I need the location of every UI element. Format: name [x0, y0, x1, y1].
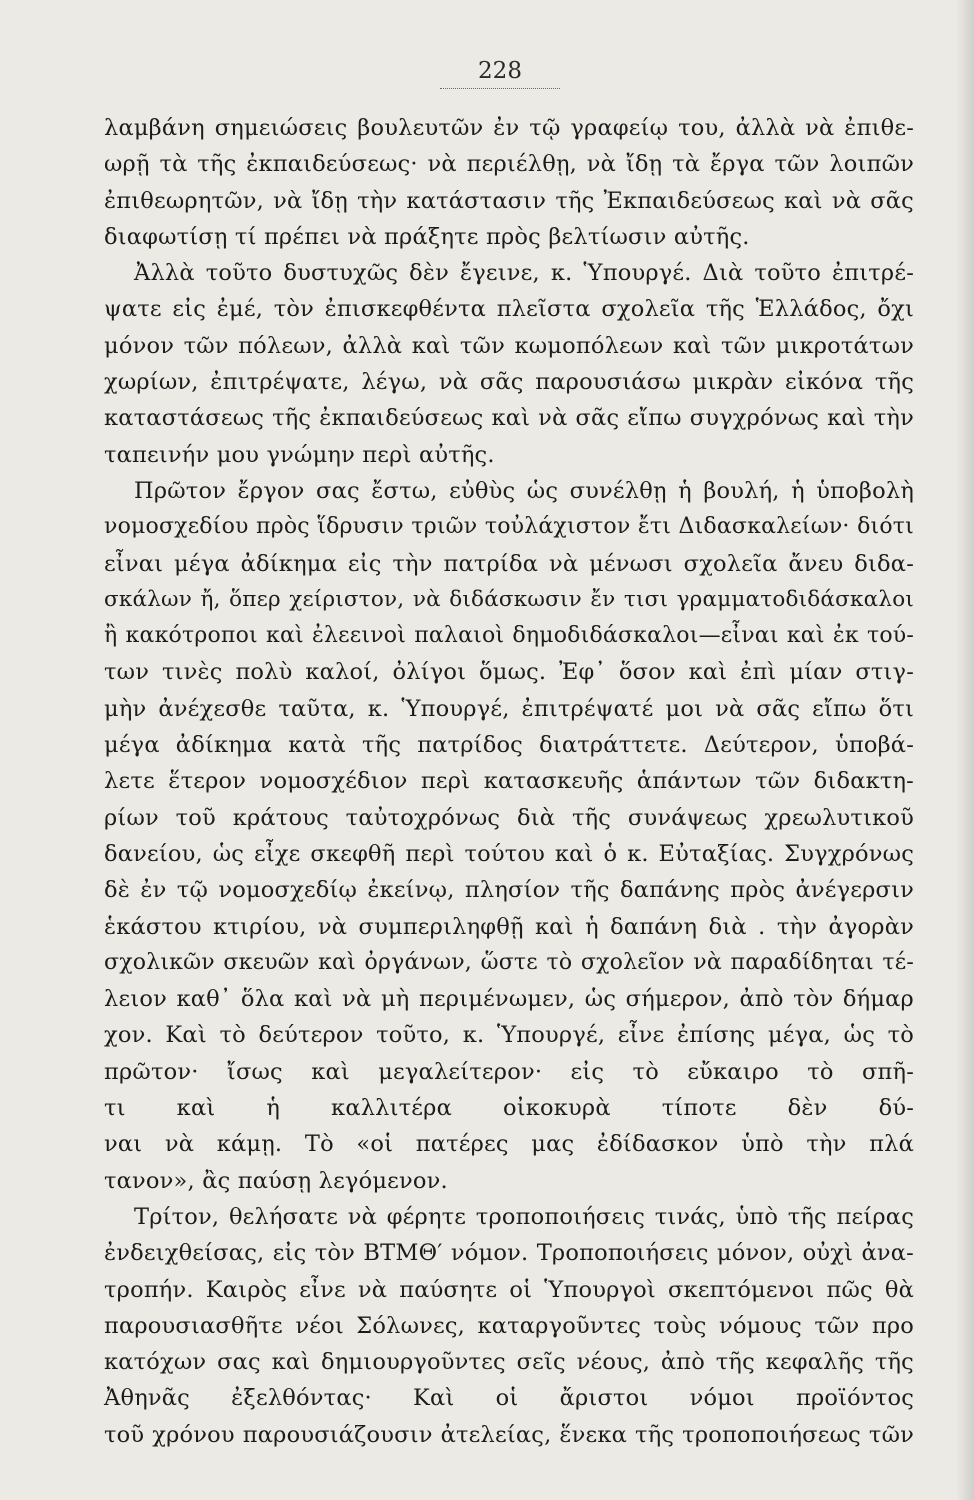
page-edge-shadow — [956, 0, 974, 1500]
text-line: σχολικῶν σκευῶν καὶ ὀργάνων, ὥστε τὸ σχολεῖον νὰ παραδίδηται τέ- — [104, 949, 914, 975]
text-line: ψατε εἰς ἐμέ, τὸν ἐπισκεφθέντα πλεῖστα σχολεῖα τῆς Ἑλλάδος, ὄχι — [104, 296, 914, 323]
text-line: ἢ κακότροποι καὶ ἐλεεινοὶ παλαιοὶ δημοδιδάσκαλοι—εἶναι καὶ ἐκ τού- — [104, 623, 914, 649]
text-line: πρῶτον· ἴσως καὶ μεγαλείτερον· εἰς τὸ εὔκαιρο τὸ σπῆ- — [104, 1058, 914, 1085]
text-line: δανείου, ὡς εἶχε σκεφθῆ περὶ τούτου καὶ ὁ κ. Εὐταξίας. Συγχρόνως — [104, 840, 914, 867]
text-line: Ἀλλὰ τοῦτο δυστυχῶς δὲν ἔγεινε, κ. Ὑπουργέ. Διὰ τοῦτο ἐπιτρέ- — [134, 260, 914, 287]
text-line: Ἀθηνᾶς ἐξελθόντας· Καὶ οἱ ἄριστοι νόμοι προϊόντος — [104, 1385, 914, 1412]
text-line: κατόχων σας καὶ δημιουργοῦντες σεῖς νέους, ἀπὸ τῆς κεφαλῆς τῆς — [104, 1349, 914, 1376]
page-number-rule — [440, 88, 560, 90]
text-line: μόνον τῶν πόλεων, ἀλλὰ καὶ τῶν κωμοπόλεων καὶ τῶν μικροτάτων — [104, 332, 914, 359]
text-line: χον. Καὶ τὸ δεύτερον τοῦτο, κ. Ὑπουργέ, εἶνε ἐπίσης μέγα, ὡς τὸ — [104, 1022, 914, 1049]
text-line: λαμβάνη σημειώσεις βουλευτῶν ἐν τῷ γραφείῳ του, ἀλλὰ νὰ ἐπιθε- — [104, 115, 914, 141]
text-line: ἑκάστου κτιρίου, νὰ συμπεριληφθῇ καὶ ἡ δαπάνη διὰ . τὴν ἀγορὰν — [104, 913, 914, 940]
text-line: μέγα ἀδίκημα κατὰ τῆς πατρίδος διατράττετε. Δεύτερον, ὑποβά- — [104, 732, 914, 759]
text-line: των τινὲς πολὺ καλοί, ὀλίγοι ὅμως. Ἐφ᾽ ὅσον καὶ ἐπὶ μίαν στιγ- — [104, 659, 914, 686]
text-line: εἶναι μέγα ἀδίκημα εἰς τὴν πατρίδα νὰ μένωσι σχολεῖα ἄνευ διδα- — [104, 550, 914, 577]
text-line: λειον καθ᾽ ὅλα καὶ νὰ μὴ περιμένωμεν, ὡς σήμερον, ἀπὸ τὸν δήμαρ — [104, 986, 914, 1013]
text-line: ἐπιθεωρητῶν, νὰ ἴδῃ τὴν κατάστασιν τῆς Ἐκπαιδεύσεως καὶ νὰ σᾶς — [104, 187, 914, 214]
body-text — [104, 110, 914, 1453]
text-line: ταπεινήν μου γνώμην περὶ αὐτῆς. — [104, 441, 495, 468]
text-line: ἐνδειχθείσας, εἰς τὸν ΒΤΜΘ′ νόμον. Τροποποιήσεις μόνον, οὐχὶ ἀνα- — [104, 1240, 914, 1267]
text-line: Πρῶτον ἔργον σας ἔστω, εὐθὺς ὡς συνέλθῃ ἡ βουλή, ἡ ὑποβολὴ — [134, 477, 914, 504]
text-line: διαφωτίσῃ τί πρέπει νὰ πράξητε πρὸς βελτίωσιν αὐτῆς. — [104, 223, 750, 250]
text-line: τοῦ χρόνου παρουσιάζουσιν ἀτελείας, ἕνεκα τῆς τροποποιήσεως τῶν — [104, 1421, 914, 1448]
text-line: δὲ ἐν τῷ νομοσχεδίῳ ἐκείνῳ, πλησίον τῆς δαπάνης πρὸς ἀνέγερσιν — [104, 877, 914, 904]
text-line: τι καὶ ἡ καλλιτέρα οἰκοκυρὰ τίποτε δὲν δύ- — [104, 1095, 914, 1122]
text-line: ναι νὰ κάμῃ. Τὸ «οἱ πατέρες μας ἐδίδασκον ὑπὸ τὴν πλά — [104, 1131, 914, 1158]
text-line: νομοσχεδίου πρὸς ἵδρυσιν τριῶν τοὐλάχιστον ἔτι Διδασκαλείων· διότι — [104, 514, 914, 540]
text-line: ωρῇ τὰ τῆς ἐκπαιδεύσεως· νὰ περιέλθῃ, νὰ ἴδῃ τὰ ἔργα τῶν λοιπῶν — [104, 151, 914, 178]
text-line: σκάλων ἤ, ὅπερ χείριστον, νὰ διδάσκωσιν ἔν τισι γραμματοδιδάσκαλοι — [104, 586, 914, 612]
text-line: μὴν ἀνέχεσθε ταῦτα, κ. Ὑπουργέ, ἐπιτρέψατέ μοι νὰ σᾶς εἴπω ὅτι — [104, 695, 914, 722]
text-line: καταστάσεως τῆς ἐκπαιδεύσεως καὶ νὰ σᾶς εἴπω συγχρόνως καὶ τὴν — [104, 405, 914, 432]
text-line: τροπήν. Καιρὸς εἶνε νὰ παύσητε οἱ Ὑπουργοὶ σκεπτόμενοι πῶς θὰ — [104, 1276, 914, 1303]
text-line: ρίων τοῦ κράτους ταὐτοχρόνως διὰ τῆς συνάψεως χρεωλυτικοῦ — [104, 804, 914, 831]
text-line: παρουσιασθῆτε νέοι Σόλωνες, καταργοῦντες τοὺς νόμους τῶν προ — [104, 1312, 914, 1339]
text-line: τανον», ἂς παύσῃ λεγόμενον. — [104, 1167, 448, 1194]
text-line: λετε ἕτερον νομοσχέδιον περὶ κατασκευῆς ἁπάντων τῶν διδακτη- — [104, 768, 914, 795]
page-number: 228 — [478, 58, 522, 84]
text-line: χωρίων, ἐπιτρέψατε, λέγω, νὰ σᾶς παρουσιάσω μικρὰν εἰκόνα τῆς — [104, 369, 914, 396]
text-line: Τρίτον, θελήσατε νὰ φέρητε τροποποιήσεις τινάς, ὑπὸ τῆς πείρας — [134, 1203, 914, 1230]
